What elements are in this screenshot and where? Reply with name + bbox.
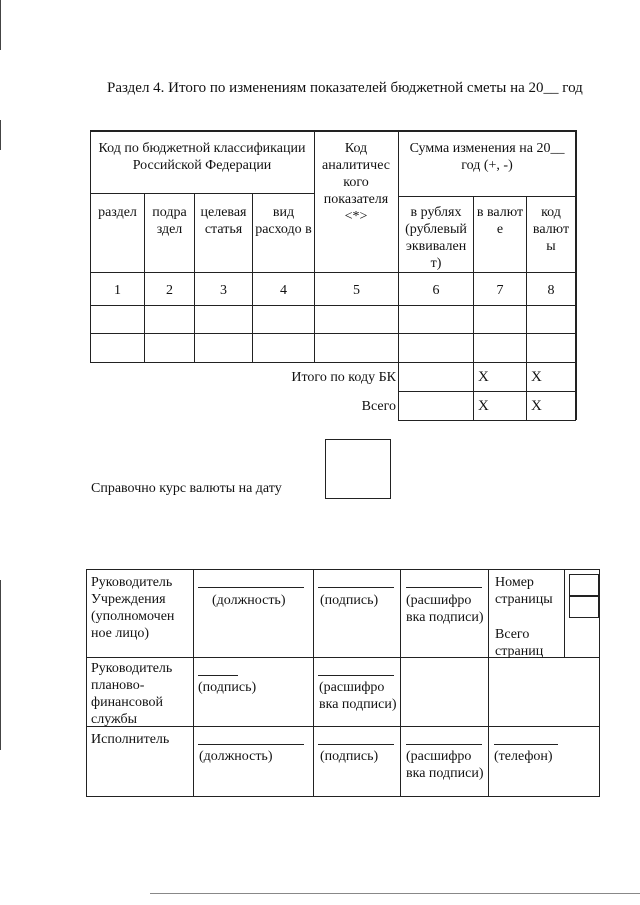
page-bottom-rule — [150, 893, 640, 894]
page-number-label: Номер страницы — [495, 575, 553, 607]
total-by-bk-label: Итого по коду БК — [291, 370, 396, 385]
x-mark: X — [478, 398, 489, 414]
col-number: 2 — [166, 283, 173, 298]
signature-caption: (подпись) — [198, 680, 257, 695]
margin-mark — [0, 120, 1, 150]
decoding-caption: (расшифро вка подписи) — [406, 593, 484, 625]
header-change-sum: Сумма изменения на 20__ год (+, -) — [409, 141, 565, 173]
signature-caption: (подпись) — [320, 593, 379, 608]
total-pages-label: Всего страниц — [495, 627, 544, 659]
decoding-caption: (расшифро вка подписи) — [319, 680, 397, 712]
subheader-podrazdel: подра здел — [152, 205, 187, 237]
subheader-vid-rashodov: вид расходо в — [255, 205, 312, 237]
decoding-caption: (расшифро вка подписи) — [406, 749, 484, 781]
head-institution-label: Руководитель Учреждения (уполномочен ное лицо) — [91, 575, 175, 641]
header-analytic-code: Код аналитичес кого показателя <*> — [322, 141, 390, 224]
subheader-in-currency: в валют е — [476, 205, 524, 237]
x-mark: X — [531, 369, 542, 385]
subheader-celevaya-statya: целевая статья — [200, 205, 247, 237]
head-planning-label: Руководитель планово- финансовой службы — [91, 661, 173, 727]
margin-mark — [0, 580, 1, 750]
col-number: 8 — [547, 283, 555, 298]
phone-caption: (телефон) — [494, 749, 553, 764]
x-mark: X — [531, 398, 542, 414]
page-number-box[interactable] — [569, 574, 599, 596]
col-number: 1 — [114, 283, 121, 298]
grand-total-label: Всего — [361, 399, 396, 414]
col-number: 4 — [280, 283, 287, 298]
col-number: 3 — [220, 283, 227, 298]
position-caption: (должность) — [212, 593, 286, 608]
col-number: 6 — [432, 283, 440, 298]
exchange-rate-label: Справочно курс валюты на дату — [91, 481, 282, 496]
col-number: 5 — [353, 283, 360, 298]
executor-label: Исполнитель — [91, 732, 170, 747]
signature-caption: (подпись) — [320, 749, 379, 764]
subheader-in-rubles: в рублях (рублевый эквивален т) — [405, 205, 467, 271]
section-title: Раздел 4. Итого по изменениям показателей бюджетной сметы на 20__ год — [107, 80, 583, 96]
x-mark: X — [478, 369, 489, 385]
margin-mark — [0, 0, 1, 50]
header-bk-classification: Код по бюджетной классификации Российской Федерации — [98, 141, 306, 173]
position-caption: (должность) — [199, 749, 273, 764]
subheader-currency-code: код валют ы — [532, 205, 570, 254]
exchange-rate-date-box[interactable] — [325, 439, 391, 499]
total-pages-box[interactable] — [569, 596, 599, 618]
subheader-razdel: раздел — [98, 205, 137, 220]
col-number: 7 — [496, 283, 504, 298]
